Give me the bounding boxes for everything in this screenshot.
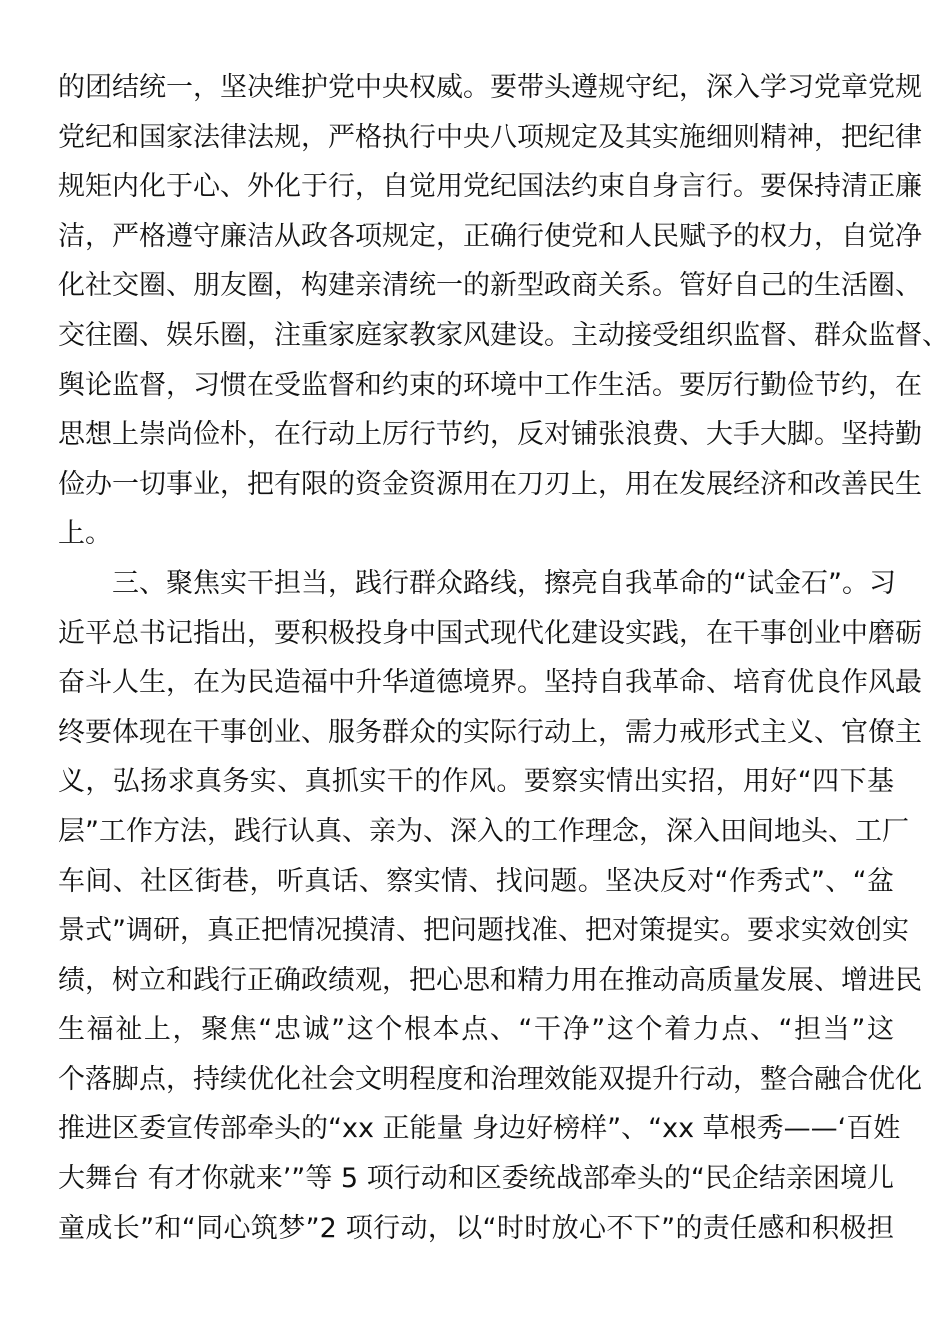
text-line: 交往圈、娱乐圈，注重家庭家教家风建设。主动接受组织监督、群众监督、 [58, 319, 949, 351]
text-line: 洁，严格遵守廉洁从政各项规定，正确行使党和人民赋予的权力，自觉净 [58, 220, 922, 252]
text-line: 义，弘扬求真务实、真抓实干的作风。要察实情出实招，用好“四下基 [58, 766, 894, 798]
document-body [58, 63, 949, 1253]
text-line: 舆论监督，习惯在受监督和约束的环境中工作生活。要厉行勤俭节约，在 [58, 369, 922, 401]
text-line: 奋斗人生，在为民造福中升华道德境界。坚持自我革命、培育优良作风最 [58, 667, 922, 699]
text-line: 上。 [58, 518, 112, 550]
text-line: 化社交圈、朋友圈，构建亲清统一的新型政商关系。管好自己的生活圈、 [58, 270, 922, 302]
text-line: 终要体现在干事创业、服务群众的实际行动上，需力戒形式主义、官僚主 [58, 716, 922, 748]
text-line: 党纪和国家法律法规，严格执行中央八项规定及其实施细则精神，把纪律 [58, 121, 922, 153]
text-line: 车间、社区街巷，听真话、察实情、找问题。坚决反对“作秀式”、“盆 [58, 865, 894, 897]
text-line: 景式”调研，真正把情况摸清、把问题找准、把对策提实。要求实效创实 [58, 915, 909, 947]
text-line: 绩，树立和践行正确政绩观，把心思和精力用在推动高质量发展、增进民 [58, 964, 922, 996]
text-line: 个落脚点，持续优化社会文明程度和治理效能双提升行动，整合融合优化 [58, 1063, 922, 1095]
text-line: 的团结统一，坚决维护党中央权威。要带头遵规守纪，深入学习党章党规 [58, 72, 922, 103]
text-line: 思想上崇尚俭朴，在行动上厉行节约，反对铺张浪费、大手大脚。坚持勤 [58, 419, 922, 451]
section-heading-line: 三、聚焦实干担当，践行群众路线，擦亮自我革命的“试金石”。习 [112, 567, 896, 599]
text-line: 俭办一切事业，把有限的资金资源用在刀刃上，用在发展经济和改善民生 [58, 468, 922, 500]
text-line: 生福祉上，聚焦“忠诚”这个根本点、“干净”这个着力点、“担当”这 [58, 1014, 894, 1046]
text-line: 近平总书记指出，要积极投身中国式现代化建设实践，在干事创业中磨砺 [58, 617, 922, 649]
text-line: 规矩内化于心、外化于行，自觉用党纪国法约束自身言行。要保持清正廉 [58, 171, 922, 203]
text-line: 大舞台 有才你就来’”等 5 项行动和区委统战部牵头的“民企结亲困境儿 [58, 1163, 894, 1195]
text-line: 推进区委宣传部牵头的“xx 正能量 身边好榜样”、“xx 草根秀——‘百姓 [58, 1113, 901, 1145]
text-line: 层”工作方法，践行认真、亲为、深入的工作理念，深入田间地头、工厂 [58, 815, 909, 847]
text-line: 童成长”和“同心筑梦”2 项行动，以“时时放心不下”的责任感和积极担 [58, 1212, 894, 1244]
